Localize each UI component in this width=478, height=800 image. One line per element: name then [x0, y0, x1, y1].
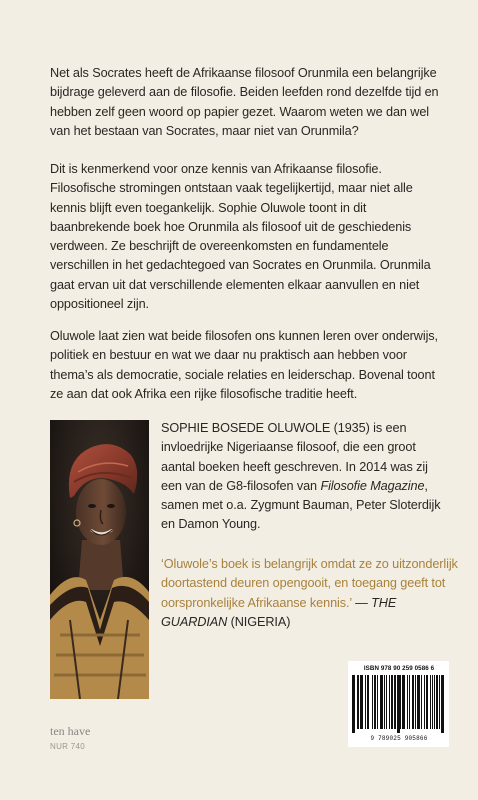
quote-text: ‘Oluwole’s boek is belangrijk omdat ze zo uitzonderlijk doortastend deuren opengooit, en toegang geeft tot oorspronkelijke Afrikaanse kennis.’	[161, 557, 458, 610]
bio-text-end: , samen met o.a. Zygmunt Bauman, Peter Sloterdijk en Damon Young.	[161, 478, 441, 532]
author-photo	[50, 420, 149, 699]
blurb-paragraph-2: Dit is kenmerkend voor onze kennis van Afrikaanse filosofie. Filosofische stromingen ontstaan vaak tegelijkertijd, maar niet alle kennis blijft even toegankelijk. Sophie Oluwole toont in dit baanbrekende boek hoe Orunmila als filosoof uit de geschiedenis verdween. Ze beschrijft de overeenkomsten en fundamentele verschillen in het gedachtegoed van Socrates en Orunmila. Orunmila gaat ervan uit dat verschillende elementen elkaar aanvullen en niet oppositioneel zijn.	[50, 162, 431, 312]
barcode-bars	[352, 675, 444, 733]
isbn-barcode	[348, 661, 449, 747]
quote-dash: —	[351, 595, 372, 610]
publisher-logo: ten have	[50, 724, 91, 738]
isbn-label: ISBN 978 90 259 0586 6	[363, 665, 435, 672]
blurb-paragraph-3: Oluwole laat zien wat beide filosofen ons kunnen leren over onderwijs, politiek en bestuur en wat we daar nu praktisch aan hebben voor thema’s als democratie, sociale relaties en leiderschap. Bovenal toont ze aan dat ook Afrika een rijke filosofische traditie heeft.	[50, 329, 438, 401]
author-portrait-image	[50, 420, 149, 699]
blurb-paragraph-1: Net als Socrates heeft de Afrikaanse filosoof Orunmila een belangrijke bijdrage geleverd aan de filosofie. Beiden leefden rond dezelfde tijd en hebben zelf geen woord op papier gezet. Waarom weten we dan wel van het bestaan van Socrates, maar niet van Orunmila?	[50, 66, 439, 138]
press-quote	[161, 555, 461, 632]
nur-code: NUR 740	[50, 742, 86, 751]
isbn-digits: 9 789025 905866	[370, 735, 428, 742]
bio-magazine-title: Filosofie Magazine	[320, 478, 425, 493]
quote-source-note: (NIGERIA)	[227, 614, 291, 629]
bio-text-start: SOPHIE BOSEDE OLUWOLE (1935) is een invloedrijke Nigeriaanse filosoof, die een groot aantal boeken heeft geschreven. In 2014 was zij een van de G8-filosofen van	[161, 421, 428, 493]
author-bio	[161, 419, 451, 535]
quote-source: THE GUARDIAN	[161, 595, 397, 629]
